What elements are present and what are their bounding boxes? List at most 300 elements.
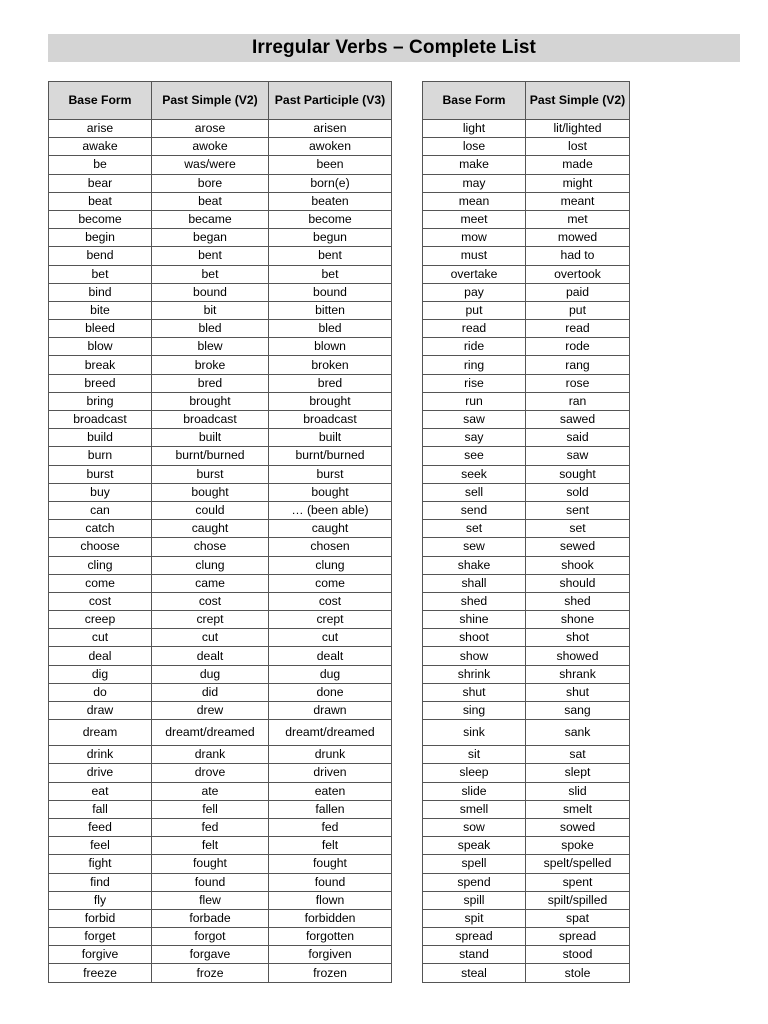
table-cell: forbade <box>152 909 269 927</box>
table-cell: be <box>49 156 152 174</box>
table-row <box>49 247 392 265</box>
table-row <box>423 683 630 701</box>
table-cell: bought <box>269 483 392 501</box>
table-cell: dream <box>49 720 152 746</box>
table-row <box>49 909 392 927</box>
table-cell: driven <box>269 764 392 782</box>
table-cell: speak <box>423 837 526 855</box>
table-cell: had to <box>526 247 630 265</box>
table-cell: burst <box>49 465 152 483</box>
table-row <box>423 501 630 519</box>
table-cell: might <box>526 174 630 192</box>
table-cell: meet <box>423 210 526 228</box>
table-cell: bit <box>152 301 269 319</box>
table-cell: chose <box>152 538 269 556</box>
table-cell: ran <box>526 392 630 410</box>
table-row <box>423 837 630 855</box>
table-row <box>423 891 630 909</box>
table-row <box>423 946 630 964</box>
table-cell: freeze <box>49 964 152 982</box>
table-cell: may <box>423 174 526 192</box>
table-cell: built <box>269 429 392 447</box>
table-cell: met <box>526 210 630 228</box>
table-row <box>49 320 392 338</box>
table-cell: bet <box>269 265 392 283</box>
table-cell: slid <box>526 782 630 800</box>
table-cell: forbidden <box>269 909 392 927</box>
table-cell: creep <box>49 611 152 629</box>
table-cell: send <box>423 501 526 519</box>
table-cell: shut <box>526 683 630 701</box>
table-cell: did <box>152 683 269 701</box>
table-cell: awake <box>49 138 152 156</box>
table-cell: smell <box>423 800 526 818</box>
table-cell: found <box>269 873 392 891</box>
table-cell: sank <box>526 720 630 746</box>
table-cell: choose <box>49 538 152 556</box>
table-cell: forgiven <box>269 946 392 964</box>
table-cell: spit <box>423 909 526 927</box>
table-cell: forget <box>49 928 152 946</box>
table-cell: sowed <box>526 818 630 836</box>
table-cell: awoken <box>269 138 392 156</box>
table-cell: feed <box>49 818 152 836</box>
table-row <box>49 574 392 592</box>
table-cell: was/were <box>152 156 269 174</box>
table-cell: mow <box>423 229 526 247</box>
table-cell: became <box>152 210 269 228</box>
verbs-table-right <box>422 81 630 983</box>
table-row <box>49 283 392 301</box>
table-row <box>49 229 392 247</box>
table-row <box>423 538 630 556</box>
table-cell: shrink <box>423 665 526 683</box>
table-cell: froze <box>152 964 269 982</box>
table-cell: put <box>526 301 630 319</box>
table-cell: beaten <box>269 192 392 210</box>
table-row <box>49 301 392 319</box>
table-row <box>423 392 630 410</box>
table-cell: pay <box>423 283 526 301</box>
table-row <box>423 429 630 447</box>
table-cell: eat <box>49 782 152 800</box>
table-row <box>423 229 630 247</box>
table-cell: cling <box>49 556 152 574</box>
table-cell: ate <box>152 782 269 800</box>
table-cell: slide <box>423 782 526 800</box>
table-cell: find <box>49 873 152 891</box>
table-row <box>423 909 630 927</box>
table-cell: began <box>152 229 269 247</box>
table-cell: forgot <box>152 928 269 946</box>
table-cell: drunk <box>269 746 392 764</box>
table-row <box>423 964 630 982</box>
table-cell: drove <box>152 764 269 782</box>
table-row <box>49 946 392 964</box>
table-row <box>423 465 630 483</box>
table-cell: spent <box>526 873 630 891</box>
table-row <box>423 873 630 891</box>
table-cell: eaten <box>269 782 392 800</box>
table-cell: say <box>423 429 526 447</box>
table-row <box>49 855 392 873</box>
table-cell: sell <box>423 483 526 501</box>
table-cell: stole <box>526 964 630 982</box>
table-row <box>49 764 392 782</box>
table-row <box>423 283 630 301</box>
table-cell: sew <box>423 538 526 556</box>
table-cell: overtook <box>526 265 630 283</box>
table-cell: shook <box>526 556 630 574</box>
table-cell: burnt/burned <box>152 447 269 465</box>
table-cell: lose <box>423 138 526 156</box>
table-cell: fallen <box>269 800 392 818</box>
table-row <box>49 429 392 447</box>
table-cell: ride <box>423 338 526 356</box>
table-row <box>49 538 392 556</box>
table-cell: must <box>423 247 526 265</box>
table-cell: come <box>49 574 152 592</box>
table-cell: slept <box>526 764 630 782</box>
table-cell: build <box>49 429 152 447</box>
table-cell: cost <box>49 592 152 610</box>
table-cell: broadcast <box>49 411 152 429</box>
table-cell: bound <box>269 283 392 301</box>
table-row <box>423 720 630 746</box>
table-cell: flown <box>269 891 392 909</box>
table-cell: drank <box>152 746 269 764</box>
table-cell: spell <box>423 855 526 873</box>
table-cell: sat <box>526 746 630 764</box>
table-row <box>423 746 630 764</box>
table-cell: bred <box>152 374 269 392</box>
table-cell: seek <box>423 465 526 483</box>
table-cell: saw <box>423 411 526 429</box>
table-cell: broadcast <box>269 411 392 429</box>
table-cell: arise <box>49 120 152 138</box>
table-row <box>423 265 630 283</box>
table-cell: broke <box>152 356 269 374</box>
table-cell: found <box>152 873 269 891</box>
table-row <box>49 411 392 429</box>
table-cell: fly <box>49 891 152 909</box>
table-cell: begin <box>49 229 152 247</box>
table-row <box>423 483 630 501</box>
table-cell: sawed <box>526 411 630 429</box>
table-cell: bet <box>152 265 269 283</box>
table-row <box>423 702 630 720</box>
table-row <box>49 174 392 192</box>
table-row <box>49 192 392 210</box>
table-cell: burst <box>152 465 269 483</box>
table-cell: clung <box>269 556 392 574</box>
table-cell: sow <box>423 818 526 836</box>
table-row <box>49 265 392 283</box>
table-cell: spread <box>526 928 630 946</box>
table-cell: begun <box>269 229 392 247</box>
table-cell: see <box>423 447 526 465</box>
table-cell: arose <box>152 120 269 138</box>
table-cell: caught <box>269 520 392 538</box>
table-cell: broken <box>269 356 392 374</box>
table-cell: sink <box>423 720 526 746</box>
table-cell: caught <box>152 520 269 538</box>
table-cell: rode <box>526 338 630 356</box>
table-cell: stand <box>423 946 526 964</box>
table-cell: forbid <box>49 909 152 927</box>
table-row <box>49 683 392 701</box>
table-cell: fight <box>49 855 152 873</box>
table-row <box>423 928 630 946</box>
table-cell: bind <box>49 283 152 301</box>
table-row <box>49 782 392 800</box>
table-cell: … (been able) <box>269 501 392 519</box>
table-cell: cut <box>269 629 392 647</box>
table-cell: read <box>423 320 526 338</box>
table-row <box>423 356 630 374</box>
table-cell: become <box>269 210 392 228</box>
table-cell: meant <box>526 192 630 210</box>
table-cell: stood <box>526 946 630 964</box>
table-cell: sent <box>526 501 630 519</box>
table-cell: blew <box>152 338 269 356</box>
table-cell: dreamt/dreamed <box>269 720 392 746</box>
table-row <box>423 629 630 647</box>
table-cell: spill <box>423 891 526 909</box>
table-cell: chosen <box>269 538 392 556</box>
page-title: Irregular Verbs – Complete List <box>252 37 536 58</box>
column-header: Past Simple (V2) <box>526 82 630 120</box>
table-cell: burst <box>269 465 392 483</box>
table-cell: been <box>269 156 392 174</box>
table-cell: dug <box>269 665 392 683</box>
table-cell: bite <box>49 301 152 319</box>
table-row <box>423 301 630 319</box>
table-row <box>49 629 392 647</box>
table-row <box>423 818 630 836</box>
table-row <box>49 138 392 156</box>
table-cell: shot <box>526 629 630 647</box>
table-row <box>49 210 392 228</box>
verbs-table-left <box>48 81 392 983</box>
table-cell: beat <box>49 192 152 210</box>
table-cell: bled <box>152 320 269 338</box>
table-cell: flew <box>152 891 269 909</box>
table-row <box>49 611 392 629</box>
table-row <box>49 964 392 982</box>
table-cell: bring <box>49 392 152 410</box>
table-cell: set <box>526 520 630 538</box>
table-cell: shine <box>423 611 526 629</box>
table-row <box>49 873 392 891</box>
table-row <box>423 665 630 683</box>
table-cell: made <box>526 156 630 174</box>
table-cell: smelt <box>526 800 630 818</box>
table-cell: read <box>526 320 630 338</box>
table-cell: spelt/spelled <box>526 855 630 873</box>
table-cell: said <box>526 429 630 447</box>
table-cell: sang <box>526 702 630 720</box>
table-cell: paid <box>526 283 630 301</box>
table-row <box>423 647 630 665</box>
table-cell: breed <box>49 374 152 392</box>
table-cell: dealt <box>152 647 269 665</box>
table-cell: forgotten <box>269 928 392 946</box>
table-cell: rise <box>423 374 526 392</box>
table-cell: feel <box>49 837 152 855</box>
table-row <box>49 837 392 855</box>
table-cell: born(e) <box>269 174 392 192</box>
table-cell: shake <box>423 556 526 574</box>
table-row <box>49 556 392 574</box>
table-cell: frozen <box>269 964 392 982</box>
table-cell: bled <box>269 320 392 338</box>
table-cell: sleep <box>423 764 526 782</box>
table-row <box>423 611 630 629</box>
table-cell: clung <box>152 556 269 574</box>
table-cell: burnt/burned <box>269 447 392 465</box>
table-row <box>49 702 392 720</box>
table-row <box>423 210 630 228</box>
table-cell: crept <box>152 611 269 629</box>
table-cell: fought <box>269 855 392 873</box>
table-cell: forgave <box>152 946 269 964</box>
table-cell: should <box>526 574 630 592</box>
table-cell: bent <box>152 247 269 265</box>
table-row <box>49 501 392 519</box>
header-row <box>423 82 630 120</box>
table-cell: sold <box>526 483 630 501</box>
table-row <box>49 447 392 465</box>
header-row <box>49 82 392 120</box>
table-cell: bred <box>269 374 392 392</box>
table-cell: catch <box>49 520 152 538</box>
table-cell: awoke <box>152 138 269 156</box>
table-cell: fed <box>152 818 269 836</box>
column-header: Base Form <box>423 82 526 120</box>
table-row <box>423 855 630 873</box>
table-cell: drew <box>152 702 269 720</box>
table-cell: mowed <box>526 229 630 247</box>
table-cell: show <box>423 647 526 665</box>
table-cell: come <box>269 574 392 592</box>
table-cell: spread <box>423 928 526 946</box>
table-row <box>423 520 630 538</box>
table-row <box>49 483 392 501</box>
table-cell: spend <box>423 873 526 891</box>
table-cell: draw <box>49 702 152 720</box>
table-cell: shed <box>526 592 630 610</box>
table-row <box>423 592 630 610</box>
table-row <box>49 818 392 836</box>
table-cell: arisen <box>269 120 392 138</box>
table-cell: crept <box>269 611 392 629</box>
table-cell: break <box>49 356 152 374</box>
table-cell: ring <box>423 356 526 374</box>
table-cell: make <box>423 156 526 174</box>
table-cell: shed <box>423 592 526 610</box>
table-cell: fall <box>49 800 152 818</box>
table-cell: shut <box>423 683 526 701</box>
table-cell: brought <box>152 392 269 410</box>
table-cell: came <box>152 574 269 592</box>
table-cell: brought <box>269 392 392 410</box>
table-cell: rang <box>526 356 630 374</box>
table-row <box>49 891 392 909</box>
table-cell: cost <box>269 592 392 610</box>
table-cell: overtake <box>423 265 526 283</box>
table-row <box>423 411 630 429</box>
table-row <box>49 374 392 392</box>
table-cell: dealt <box>269 647 392 665</box>
table-cell: bore <box>152 174 269 192</box>
table-cell: mean <box>423 192 526 210</box>
table-row <box>49 120 392 138</box>
table-cell: done <box>269 683 392 701</box>
table-row <box>49 746 392 764</box>
table-cell: built <box>152 429 269 447</box>
table-cell: fed <box>269 818 392 836</box>
table-cell: sought <box>526 465 630 483</box>
table-cell: bent <box>269 247 392 265</box>
table-cell: shone <box>526 611 630 629</box>
table-cell: sewed <box>526 538 630 556</box>
table-cell: bleed <box>49 320 152 338</box>
table-row <box>423 800 630 818</box>
table-cell: forgive <box>49 946 152 964</box>
table-row <box>423 192 630 210</box>
table-cell: light <box>423 120 526 138</box>
table-row <box>423 764 630 782</box>
table-cell: cut <box>49 629 152 647</box>
table-row <box>49 592 392 610</box>
table-cell: shoot <box>423 629 526 647</box>
table-cell: shrank <box>526 665 630 683</box>
table-cell: felt <box>152 837 269 855</box>
table-row <box>423 782 630 800</box>
table-row <box>423 320 630 338</box>
table-cell: shall <box>423 574 526 592</box>
table-cell: cut <box>152 629 269 647</box>
table-cell: lost <box>526 138 630 156</box>
table-cell: bound <box>152 283 269 301</box>
table-cell: do <box>49 683 152 701</box>
table-row <box>49 520 392 538</box>
table-row <box>423 574 630 592</box>
column-header: Past Participle (V3) <box>269 82 392 120</box>
table-row <box>49 338 392 356</box>
table-cell: saw <box>526 447 630 465</box>
table-cell: blown <box>269 338 392 356</box>
table-row <box>49 800 392 818</box>
table-cell: bet <box>49 265 152 283</box>
table-cell: steal <box>423 964 526 982</box>
table-cell: put <box>423 301 526 319</box>
table-row <box>423 556 630 574</box>
table-cell: dig <box>49 665 152 683</box>
table-cell: fell <box>152 800 269 818</box>
table-row <box>49 928 392 946</box>
title-bar <box>48 34 740 62</box>
table-cell: rose <box>526 374 630 392</box>
table-row <box>49 465 392 483</box>
table-row <box>423 138 630 156</box>
table-cell: run <box>423 392 526 410</box>
table-row <box>423 247 630 265</box>
table-cell: buy <box>49 483 152 501</box>
table-cell: become <box>49 210 152 228</box>
table-row <box>49 647 392 665</box>
